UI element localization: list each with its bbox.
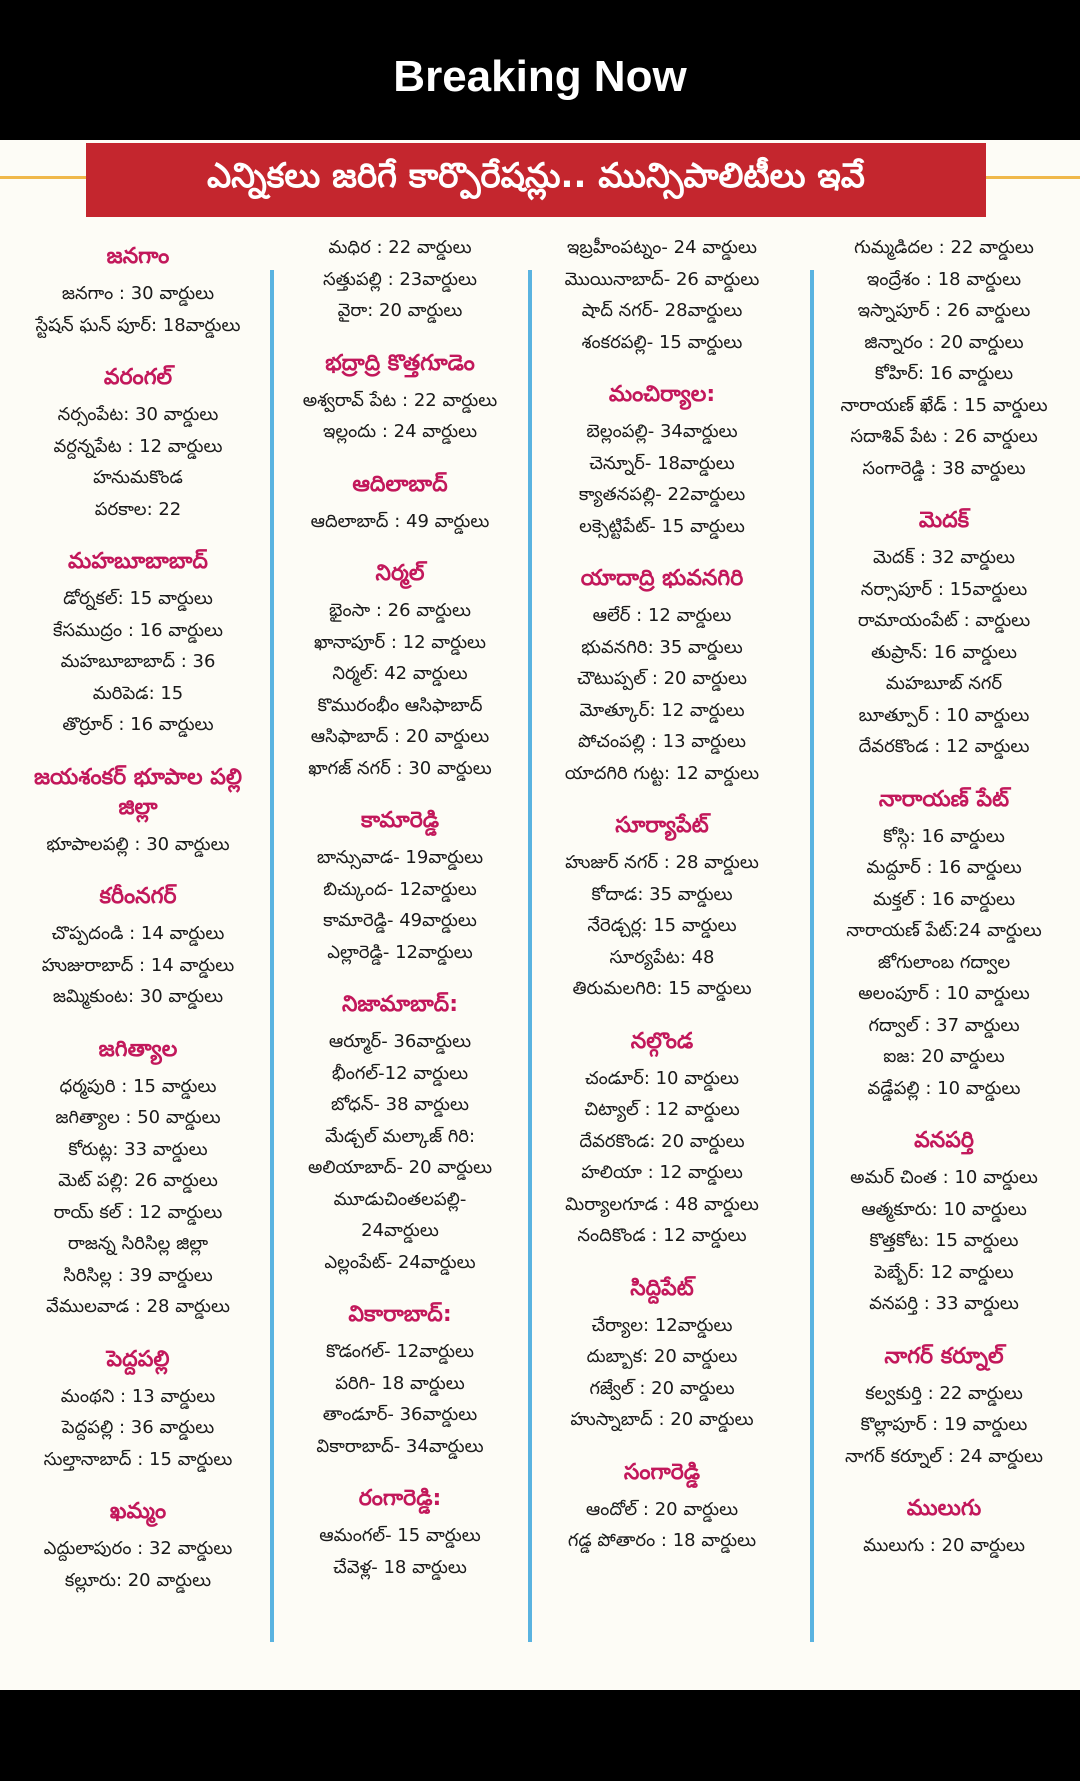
municipality-entry: దేవరకొండ: 20 వార్డులు [579, 1130, 745, 1152]
district-section [820, 1126, 1068, 1320]
municipality-entry: బిచ్కుంద- 12వార్డులు [323, 878, 477, 900]
district-section [276, 349, 524, 448]
district-heading: జయశంకర్ భూపాల పల్లి జిల్లా [33, 764, 243, 820]
municipality-entry: పెద్దపల్లి : 36 వార్డులు [61, 1417, 215, 1438]
municipality-entry: చేవెళ్ల- 18 వార్డులు [333, 1556, 467, 1578]
municipality-entry: మక్తల్ : 16 వార్డులు [872, 888, 1016, 910]
municipality-entry: పరకాల: 22 [94, 498, 182, 520]
municipality-entry: మొయినాబాద్- 26 వార్డులు [564, 268, 760, 290]
district-section [820, 1342, 1068, 1473]
municipality-entry: ఆందోల్ : 20 వార్డులు [585, 1498, 739, 1520]
district-section [276, 990, 524, 1278]
municipality-entry: చిట్యాల్ : 12 వార్డులు [584, 1099, 740, 1120]
municipality-entry: భూపాలపల్లి : 30 వార్డులు [46, 833, 230, 855]
municipality-entry: మంథని : 13 వార్డులు [60, 1385, 216, 1407]
municipality-entry: సిరిసిల్ల : 39 వార్డులు [63, 1264, 213, 1286]
municipality-entry: వికారాబాద్- 34వార్డులు [316, 1435, 484, 1457]
district-heading: సిద్దిపేట్ [630, 1275, 694, 1301]
municipality-entry: ఆలేర్ : 12 వార్డులు [592, 605, 732, 626]
municipality-entry: అలియాబాద్- 20 వార్డులు [307, 1157, 493, 1178]
district-heading: ఆదిలాబాద్ [352, 471, 448, 497]
municipality-entry: పెబ్బేర్: 12 వార్డులు [874, 1261, 1014, 1283]
municipality-entry: కొత్తకోట: 15 వార్డులు [869, 1230, 1019, 1251]
municipality-entry: గజ్వేల్ : 20 వార్డులు [589, 1377, 735, 1399]
municipality-entry: బోధన్- 38 వార్డులు [330, 1094, 470, 1115]
municipality-entry: అలంపూర్ : 10 వార్డులు [858, 983, 1030, 1004]
banner-rule-right [986, 176, 1080, 179]
municipality-entry: హనుమకొండ [93, 467, 183, 488]
municipality-entry: ఎద్దులాపురం : 32 వార్డులు [43, 1538, 233, 1559]
district-section [14, 763, 262, 861]
district-heading: వనపర్తి [914, 1128, 974, 1153]
municipality-entry: జమ్మికుంట: 30 వార్డులు [52, 986, 224, 1007]
district-section [14, 1035, 262, 1323]
municipality-entry: లక్సెట్టిపేట్- 15 వార్డులు [579, 515, 745, 537]
district-heading: పెద్దపల్లి [106, 1346, 170, 1372]
municipality-entry: జగిత్యాల : 50 వార్డులు [55, 1107, 221, 1128]
district-heading: ములుగు [906, 1496, 982, 1521]
municipality-entry: రాజన్న సిరిసిల్ల జిల్లా [67, 1233, 209, 1254]
municipality-entry: తుప్రాన్: 16 వార్డులు [871, 641, 1017, 663]
municipality-entry: గుమ్మడిదల : 22 వార్డులు [854, 237, 1034, 258]
district-heading: సంగారెడ్డి [623, 1459, 701, 1485]
district-section [14, 882, 262, 1013]
district-section [276, 1300, 524, 1462]
district-section [820, 232, 1068, 484]
municipality-entry: వేములవాడ : 28 వార్డులు [46, 1296, 230, 1317]
municipality-entry: చండూర్: 10 వార్డులు [585, 1067, 739, 1089]
municipality-entry: నర్సంపేట: 30 వార్డులు [57, 404, 219, 425]
municipality-entry: ఆసిఫాబాద్ : 20 వార్డులు [310, 726, 490, 747]
municipality-entry: కల్వకుర్తి : 22 వార్డులు [865, 1382, 1023, 1404]
municipality-entry: మధిర : 22 వార్డులు [328, 237, 472, 258]
municipality-entry: కోదాడ: 35 వార్డులు [591, 883, 733, 905]
municipality-entry: ఎల్లంపేట్- 24వార్డులు [324, 1251, 476, 1273]
municipality-entry: క్యాతనపల్లి- 22వార్డులు [578, 484, 746, 505]
municipality-entry: మోత్కూర్: 12 వార్డులు [579, 699, 745, 721]
municipality-entry: సదాశివ్ పేట : 26 వార్డులు [850, 426, 1038, 447]
municipality-entry: నారాయణ్ ఖేడ్ : 15 వార్డులు [840, 394, 1048, 416]
municipality-entry: ఆర్మూర్- 36వార్డులు [328, 1031, 472, 1052]
district-heading: జగిత్యాల [98, 1036, 178, 1062]
district-heading: సూర్యాపేట్ [615, 813, 709, 838]
municipality-entry: తొర్రూర్ : 16 వార్డులు [62, 714, 214, 735]
district-section [276, 559, 524, 784]
municipality-entry: ఇస్నాపూర్ : 26 వార్డులు [857, 300, 1031, 321]
headline-banner: ఎన్నికలు జరిగే కార్పొరేషన్లు.. మున్సిపాలిటీలు ఇవే [86, 143, 986, 217]
municipality-entry: కొడంగల్- 12వార్డులు [325, 1341, 475, 1362]
district-heading: నిర్మల్ [375, 561, 425, 586]
municipality-entry: రాయ్ కల్ : 12 వార్డులు [53, 1201, 223, 1223]
district-heading: కామారెడ్డి [360, 808, 440, 833]
municipality-entry: జిన్నారం : 20 వార్డులు [864, 331, 1024, 353]
municipality-entry: వైరా: 20 వార్డులు [337, 300, 463, 321]
municipality-entry: కోస్గి: 16 వార్డులు [883, 825, 1005, 847]
municipality-entry: షాద్ నగర్- 28వార్డులు [581, 300, 743, 321]
municipality-entry: భీంగల్-12 వార్డులు [331, 1062, 469, 1084]
district-section [820, 1494, 1068, 1562]
district-column-4 [820, 232, 1068, 1562]
municipality-entry: అశ్వరావ్ పేట : 22 వార్డులు [302, 389, 498, 411]
district-section [538, 232, 786, 358]
municipality-entry: కేసముద్రం : 16 వార్డులు [52, 619, 224, 641]
district-column-2 [276, 232, 524, 1583]
municipality-entry: పోచంపల్లి : 13 వార్డులు [577, 731, 746, 752]
municipality-entry: హుస్నాబాద్ : 20 వార్డులు [570, 1409, 754, 1430]
district-section [276, 806, 524, 968]
district-section [820, 506, 1068, 763]
municipality-entry: వడ్డేపల్లి : 10 వార్డులు [867, 1077, 1021, 1099]
municipality-entry: వనపర్తి : 33 వార్డులు [869, 1293, 1019, 1314]
district-heading: నల్గొండ [630, 1028, 694, 1054]
municipality-entry: గద్వాల్ : 37 వార్డులు [868, 1014, 1020, 1036]
municipality-entry: హలియా : 12 వార్డులు [581, 1162, 743, 1183]
municipality-entry: డోర్నకల్: 15 వార్డులు [63, 588, 213, 609]
municipality-entry: ములుగు : 20 వార్డులు [863, 1535, 1025, 1556]
municipality-entry: మహబూబ్ నగర్ [885, 673, 1003, 694]
district-section [820, 785, 1068, 1105]
municipality-entry: మెదక్ : 32 వార్డులు [872, 547, 1016, 568]
top-bar [0, 0, 1080, 140]
municipality-entry: భువనగిరి: 35 వార్డులు [581, 636, 743, 658]
municipality-entry: ఆదిలాబాద్ : 49 వార్డులు [310, 510, 490, 532]
column-divider [528, 270, 532, 1642]
municipality-entry: ఖాగజ్ నగర్ : 30 వార్డులు [308, 757, 492, 779]
district-heading: వరంగల్ [103, 365, 173, 390]
district-heading: ఖమ్మం [109, 1499, 167, 1524]
municipality-entry: ఆమంగల్- 15 వార్డులు [319, 1525, 481, 1546]
district-section [276, 470, 524, 538]
municipality-entry: ఆత్మకూరు: 10 వార్డులు [861, 1198, 1027, 1220]
municipality-entry: రామాయంపేట్ : వార్డులు [857, 610, 1031, 631]
municipality-entry: కోహిర్: 16 వార్డులు [874, 363, 1014, 384]
municipality-entry: హుజుర్ నగర్ : 28 వార్డులు [565, 852, 759, 873]
municipality-entry: ఎల్లారెడ్డి- 12వార్డులు [327, 941, 473, 963]
district-section [276, 1484, 524, 1583]
municipality-entry: గడ్డ పోతారం : 18 వార్డులు [567, 1530, 757, 1551]
municipality-entry: నందికొండ : 12 వార్డులు [577, 1225, 747, 1246]
municipality-entry: ఇబ్రహీంపట్నం- 24 వార్డులు [566, 237, 757, 258]
municipality-entry: చౌటుప్పల్ : 20 వార్డులు [577, 668, 747, 689]
page-title: Breaking Now [393, 52, 687, 101]
municipality-entry: తాండూర్- 36వార్డులు [322, 1404, 478, 1425]
municipality-entry: కోరుట్ల: 33 వార్డులు [68, 1138, 208, 1160]
district-heading: నారాయణ్ పేట్ [878, 786, 1010, 812]
municipality-entry: చెన్నూర్- 18వార్డులు [589, 452, 735, 474]
district-section [276, 232, 524, 327]
district-section [538, 380, 786, 542]
district-heading: వికారాబాద్: [348, 1302, 452, 1327]
municipality-entry: యాదగిరి గుట్ట: 12 వార్డులు [564, 762, 760, 784]
municipality-entry: నిర్మల్: 42 వార్డులు [332, 663, 468, 684]
district-section [14, 363, 262, 525]
municipality-entry: స్టేషన్ ఘన్ పూర్: 18వార్డులు [35, 314, 241, 336]
municipality-entry: కొమురంభీం ఆసిఫాబాద్ [317, 694, 483, 716]
municipality-entry: మద్దూర్ : 16 వార్డులు [866, 857, 1022, 878]
municipality-entry: నేరెడ్చర్ల: 15 వార్డులు [587, 915, 737, 936]
municipality-entry: నర్సాపూర్ : 15వార్డులు [860, 578, 1028, 600]
district-heading: జనగాం [106, 244, 170, 269]
municipality-entry: సంగారెడ్డి : 38 వార్డులు [862, 457, 1026, 479]
municipality-entry: సూర్యపేట: 48 [609, 946, 715, 968]
municipality-entry: బూత్పూర్ : 10 వార్డులు [858, 704, 1030, 726]
municipality-entry: నారాయణ్ పేట్:24 వార్డులు [846, 920, 1042, 941]
district-section [538, 564, 786, 789]
municipality-entry: హుజురాబాద్ : 14 వార్డులు [41, 954, 235, 976]
district-column-1 [14, 232, 262, 1596]
column-divider [270, 270, 274, 1642]
municipality-entry: చేర్యాల: 12వార్డులు [591, 1314, 733, 1336]
district-section [538, 1027, 786, 1252]
municipality-entry: శంకరపల్లి- 15 వార్డులు [581, 331, 743, 353]
municipality-entry: చొప్పదండి : 14 వార్డులు [51, 923, 225, 944]
column-divider [810, 270, 814, 1642]
district-heading: యాదాద్రి భువనగిరి [580, 566, 744, 591]
municipality-entry: మహబూబాబాద్ : 36 [60, 651, 216, 672]
municipality-entry: తిరుమలగిరి: 15 వార్డులు [572, 978, 752, 999]
district-heading: నాగర్ కర్నూల్ [884, 1343, 1004, 1369]
municipality-entry: మూడుచింతలపల్లి- [333, 1188, 467, 1210]
municipality-entry: మిర్యాలగూడ : 48 వార్డులు [565, 1193, 759, 1215]
municipality-entry: కల్లూరు: 20 వార్డులు [64, 1569, 212, 1591]
municipality-entry: దేవరకొండ : 12 వార్డులు [858, 736, 1030, 757]
district-section [538, 1458, 786, 1557]
municipality-entry: బెల్లంపల్లి- 34వార్డులు [586, 421, 738, 442]
municipality-entry: వర్దన్నపేట : 12 వార్డులు [53, 435, 223, 457]
district-heading: నిజామాబాద్: [341, 992, 459, 1017]
municipality-entry: భైంసా : 26 వార్డులు [328, 600, 472, 621]
municipality-entry: ధర్మపురి : 15 వార్డులు [59, 1075, 217, 1097]
municipality-entry: అమర్ చింత : 10 వార్డులు [850, 1167, 1038, 1188]
municipality-entry: ఐజ: 20 వార్డులు [883, 1046, 1005, 1067]
municipality-entry: నాగర్ కర్నూల్ : 24 వార్డులు [845, 1445, 1043, 1467]
municipality-entry: జనగాం : 30 వార్డులు [61, 283, 215, 304]
district-section [538, 811, 786, 1005]
municipality-entry: బాన్సువాడ- 19వార్డులు [316, 847, 484, 868]
district-section [14, 242, 262, 341]
district-column-3 [538, 232, 786, 1557]
district-heading: రంగారెడ్డి: [358, 1486, 442, 1511]
municipality-entry: జోగులాంబ గద్వాల [877, 951, 1011, 973]
municipality-entry: సుల్తానాబాద్ : 15 వార్డులు [43, 1448, 233, 1470]
municipality-entry: దుబ్బాక: 20 వార్డులు [586, 1346, 738, 1367]
bottom-bar [0, 1690, 1080, 1781]
municipality-entry: కొల్లాపూర్ : 19 వార్డులు [860, 1414, 1028, 1435]
municipality-entry: సత్తుపల్లి : 23వార్డులు [322, 268, 478, 290]
district-section [14, 1345, 262, 1476]
municipality-entry: మేడ్చల్ మల్కాజ్ గిరి: [324, 1125, 476, 1147]
district-section [538, 1274, 786, 1436]
municipality-entry: ఖానాపూర్ : 12 వార్డులు [313, 631, 487, 653]
district-heading: భద్రాద్రి కొత్తగూడెం [325, 350, 475, 376]
district-heading: కరీంనగర్ [99, 884, 177, 909]
municipality-entry: పరిగి- 18 వార్డులు [335, 1372, 465, 1394]
district-section [14, 1497, 262, 1596]
municipality-entry: మరిపెడ: 15 [92, 682, 184, 704]
municipality-entry: మెట్ పల్లి: 26 వార్డులు [58, 1170, 218, 1191]
district-section [14, 547, 262, 741]
municipality-entry: ఇల్లందు : 24 వార్డులు [322, 421, 478, 442]
district-heading: మహబూబాబాద్ [68, 549, 208, 574]
district-heading: మంచిర్యాల: [608, 382, 716, 407]
municipality-entry: 24వార్డులు [361, 1220, 439, 1241]
district-heading: మెదక్ [918, 508, 970, 533]
banner-rule-left [0, 176, 86, 179]
municipality-entry: ఇంద్రేశం : 18 వార్డులు [866, 268, 1022, 290]
municipality-entry: కామారెడ్డి- 49వార్డులు [323, 910, 477, 931]
